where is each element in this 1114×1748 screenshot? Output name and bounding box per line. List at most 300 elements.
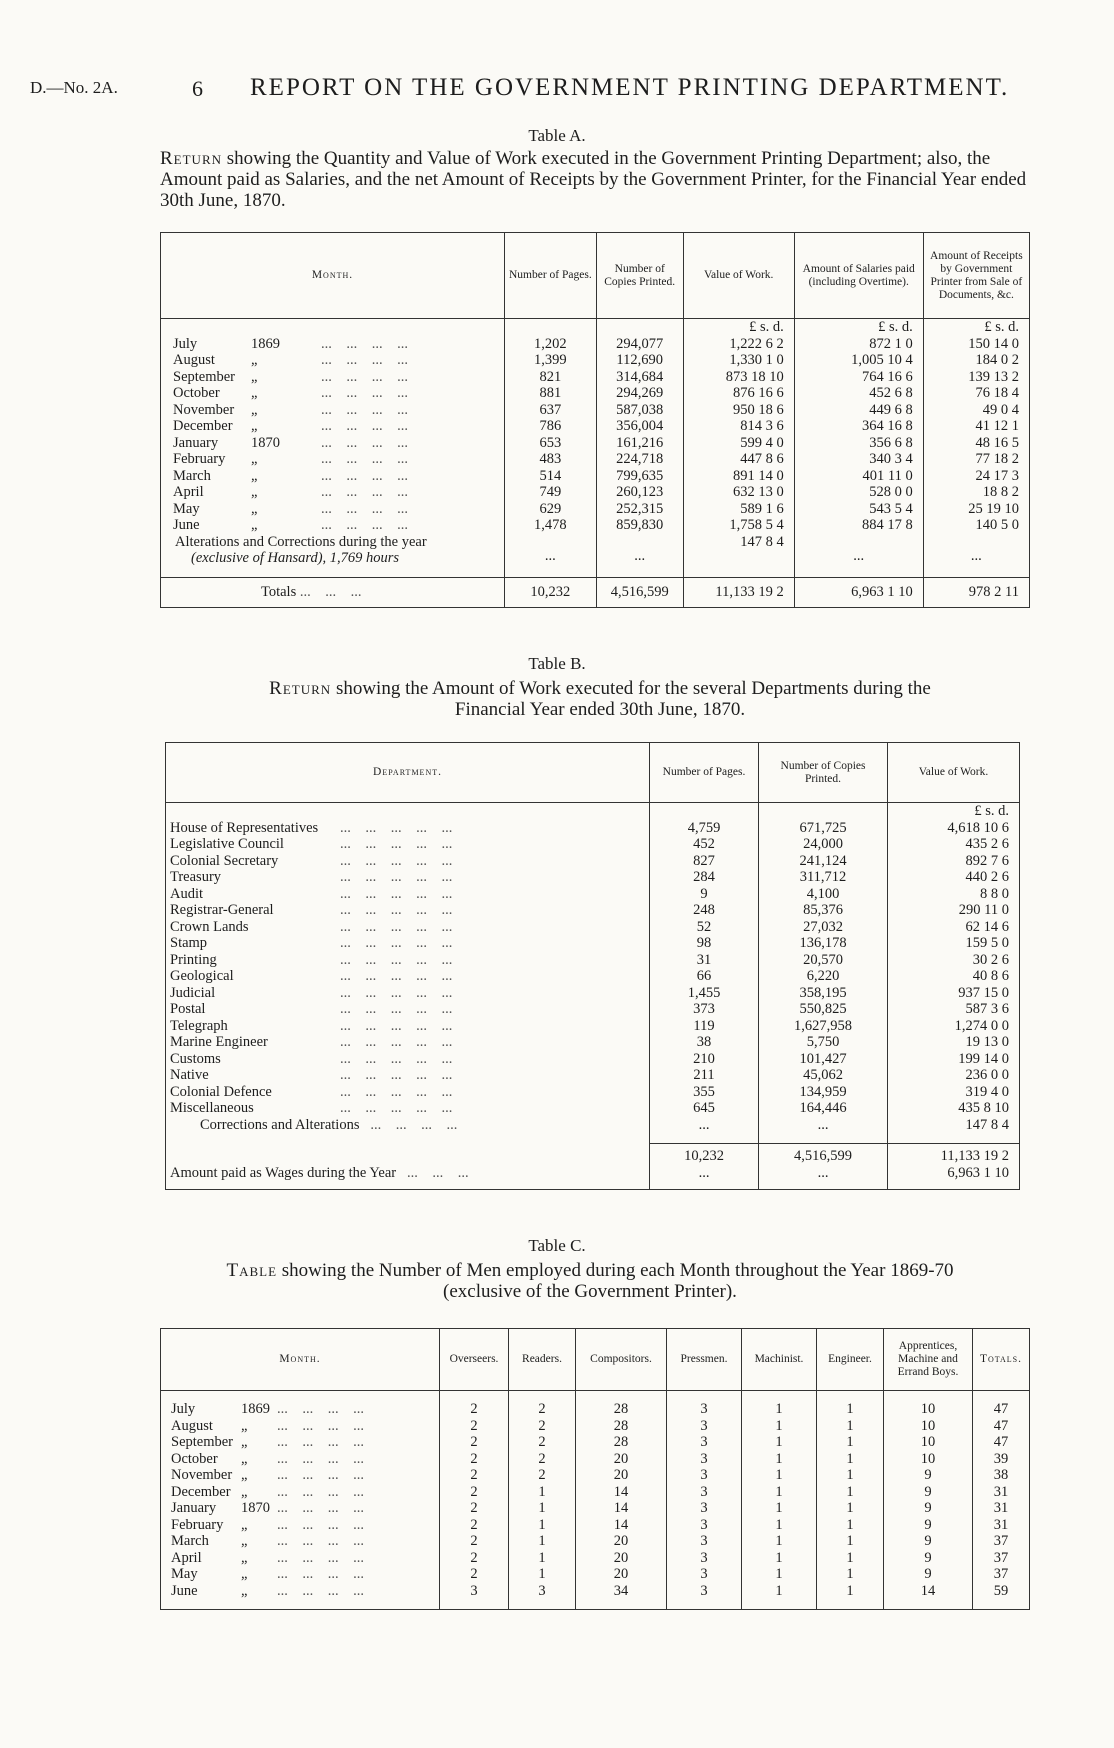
table-a-intro xyxy=(160,148,1030,211)
cell-copies: 294,269 xyxy=(596,385,683,402)
cell-pages: 653 xyxy=(505,435,597,452)
department-name: Postal xyxy=(170,1001,206,1017)
table-b-row xyxy=(166,985,1020,1002)
cell-value: 30 2 6 xyxy=(888,952,1020,969)
cell-value: 589 1 6 xyxy=(683,501,794,518)
cell-salaries: 528 0 0 xyxy=(794,484,923,501)
table-b-intro xyxy=(190,678,1010,720)
cell-apprentices: 9 xyxy=(884,1550,973,1567)
cell-overseers: 2 xyxy=(440,1533,509,1550)
cell-salaries: 340 3 4 xyxy=(794,451,923,468)
cell-copies: 164,446 xyxy=(759,1100,888,1117)
table-b xyxy=(165,742,1020,1190)
department-cell xyxy=(166,1084,650,1101)
table-c-header-overseers: Overseers. xyxy=(440,1329,509,1391)
leader-dots: ... ... ... ... ... xyxy=(340,935,453,951)
leader-dots: ... ... ... ... xyxy=(321,434,408,451)
table-b-row xyxy=(166,869,1020,886)
month-cell xyxy=(161,336,505,353)
leader-dots: ... ... ... ... ... xyxy=(340,984,453,1001)
leader-dots: ... ... ... ... xyxy=(321,451,408,467)
cell-pressmen: 3 xyxy=(667,1451,742,1468)
table-c-header-pressmen: Pressmen. xyxy=(667,1329,742,1391)
cell-engineer: 1 xyxy=(817,1517,884,1534)
department-cell xyxy=(166,1034,650,1051)
table-a-header-value: Value of Work. xyxy=(683,233,794,319)
month-name: July xyxy=(173,335,198,352)
department-name: House of Representatives xyxy=(170,819,319,836)
month-cell xyxy=(161,435,505,452)
currency-unit-label: £ s. d. xyxy=(888,803,1020,820)
cell-machinist: 1 xyxy=(742,1401,817,1418)
currency-unit-label: £ s. d. xyxy=(794,319,923,336)
table-b-row xyxy=(166,902,1020,919)
cell-copies: 101,427 xyxy=(759,1051,888,1068)
totals-copies: 4,516,599 xyxy=(596,577,683,607)
cell-overseers: 2 xyxy=(440,1566,509,1583)
table-c xyxy=(160,1328,1030,1610)
cell-copies: 859,830 xyxy=(596,517,683,534)
cell-apprentices: 10 xyxy=(884,1451,973,1468)
month-cell xyxy=(161,484,505,501)
table-c-row xyxy=(161,1550,1030,1567)
cell-copies: 134,959 xyxy=(759,1084,888,1101)
table-a-alterations-row xyxy=(161,534,1030,567)
cell-value: 319 4 0 xyxy=(888,1084,1020,1101)
cell-salaries: 401 11 0 xyxy=(794,468,923,485)
corrections-copies: ... xyxy=(759,1117,888,1134)
cell-overseers: 2 xyxy=(440,1434,509,1451)
department-cell xyxy=(166,1018,650,1035)
cell-pressmen: 3 xyxy=(667,1533,742,1550)
month-cell xyxy=(161,1467,440,1484)
cell-pages: 211 xyxy=(650,1067,759,1084)
month-year: 1870 xyxy=(241,1500,270,1516)
department-name: Geological xyxy=(170,968,234,984)
cell-value: 632 13 0 xyxy=(683,484,794,501)
cell-receipts: 24 17 3 xyxy=(923,468,1029,485)
table-b-row xyxy=(166,935,1020,952)
subtotal-pages: 10,232 xyxy=(650,1144,759,1165)
cell-pages: 645 xyxy=(650,1100,759,1117)
table-c-header-readers: Readers. xyxy=(509,1329,576,1391)
cell-readers: 1 xyxy=(509,1517,576,1534)
leader-dots: ... ... ... ... xyxy=(277,1500,364,1516)
month-name: July xyxy=(171,1401,196,1417)
leader-dots: ... ... ... ... xyxy=(321,401,408,418)
table-c-row xyxy=(161,1451,1030,1468)
month-year: „ xyxy=(251,451,258,467)
alterations-copies: ... xyxy=(596,534,683,567)
cell-value: 8 8 0 xyxy=(888,886,1020,903)
month-cell xyxy=(161,1550,440,1567)
cell-value: 950 18 6 xyxy=(683,402,794,419)
leader-dots: ... ... ... ... ... xyxy=(340,1001,453,1017)
month-year: „ xyxy=(241,1582,248,1599)
cell-pressmen: 3 xyxy=(667,1467,742,1484)
table-b-row xyxy=(166,886,1020,903)
cell-apprentices: 10 xyxy=(884,1418,973,1435)
cell-receipts: 140 5 0 xyxy=(923,517,1029,534)
leader-dots: ... ... ... ... xyxy=(321,418,408,434)
month-cell xyxy=(161,418,505,435)
table-a xyxy=(160,232,1030,608)
month-name: September xyxy=(173,368,236,385)
cell-overseers: 2 xyxy=(440,1484,509,1501)
table-a-header-receipts: Amount of Receipts by Government Printer from Sale of Documents, &c. xyxy=(923,233,1029,319)
leader-dots: ... ... ... ... ... xyxy=(340,1050,453,1067)
alterations-label-detail: (exclusive of Hansard), 1,769 hours xyxy=(191,550,400,566)
totals-receipts: 978 2 11 xyxy=(923,577,1029,607)
table-a-row xyxy=(161,501,1030,518)
cell-readers: 1 xyxy=(509,1500,576,1517)
month-year: 1870 xyxy=(251,434,280,451)
table-b-wages-row xyxy=(166,1165,1020,1190)
corrections-label: Corrections and Alterations ... ... ... ... xyxy=(200,1116,458,1133)
cell-pages: 749 xyxy=(505,484,597,501)
cell-pages: 31 xyxy=(650,952,759,969)
cell-value: 199 14 0 xyxy=(888,1051,1020,1068)
cell-pages: 284 xyxy=(650,869,759,886)
month-year: „ xyxy=(251,385,258,401)
month-year: „ xyxy=(241,1549,248,1566)
leader-dots: ... ... ... ... ... xyxy=(340,1067,453,1083)
table-b-row xyxy=(166,1001,1020,1018)
leader-dots: ... ... ... ... xyxy=(277,1566,364,1582)
cell-salaries: 364 16 8 xyxy=(794,418,923,435)
month-name: February xyxy=(173,451,226,467)
table-b-intro-text-2: Financial Year ended 30th June, 1870. xyxy=(454,699,746,720)
cell-apprentices: 14 xyxy=(884,1583,973,1600)
month-name: September xyxy=(171,1434,234,1450)
cell-pages: 210 xyxy=(650,1051,759,1068)
table-a-row xyxy=(161,517,1030,534)
wages-value: 6,963 1 10 xyxy=(888,1165,1020,1190)
cell-pages: 881 xyxy=(505,385,597,402)
cell-pages: 452 xyxy=(650,836,759,853)
table-c-intro-text-1: showing the Number of Men employed during each Month throughout the Year 1869-70 xyxy=(281,1260,954,1281)
cell-readers: 2 xyxy=(509,1434,576,1451)
month-year: „ xyxy=(241,1450,248,1467)
month-name: June xyxy=(173,517,200,533)
cell-salaries: 884 17 8 xyxy=(794,517,923,534)
table-b-header-department: Department. xyxy=(373,766,442,778)
table-c-header-totals: Totals. xyxy=(973,1329,1030,1391)
leader-dots: ... ... ... ... xyxy=(321,467,408,484)
table-a-row xyxy=(161,352,1030,369)
cell-value: 62 14 6 xyxy=(888,919,1020,936)
cell-totals: 31 xyxy=(973,1484,1030,1501)
cell-salaries: 356 6 8 xyxy=(794,435,923,452)
cell-receipts: 48 16 5 xyxy=(923,435,1029,452)
cell-salaries: 1,005 10 4 xyxy=(794,352,923,369)
cell-overseers: 2 xyxy=(440,1517,509,1534)
department-name: Crown Lands xyxy=(170,918,249,935)
cell-receipts: 184 0 2 xyxy=(923,352,1029,369)
month-cell xyxy=(161,1500,440,1517)
cell-salaries: 449 6 8 xyxy=(794,402,923,419)
cell-pages: 514 xyxy=(505,468,597,485)
month-year: 1869 xyxy=(241,1401,270,1417)
page-number: 6 xyxy=(192,76,203,101)
cell-copies: 136,178 xyxy=(759,935,888,952)
leader-dots: ... ... ... ... xyxy=(277,1483,364,1500)
table-a-totals-row xyxy=(161,577,1030,607)
leader-dots: ... ... ... ... ... xyxy=(340,819,453,836)
month-name: April xyxy=(171,1549,202,1566)
cell-pressmen: 3 xyxy=(667,1517,742,1534)
cell-value: 1,274 0 0 xyxy=(888,1018,1020,1035)
cell-engineer: 1 xyxy=(817,1434,884,1451)
cell-apprentices: 9 xyxy=(884,1533,973,1550)
cell-pressmen: 3 xyxy=(667,1500,742,1517)
month-year: 1869 xyxy=(251,335,280,352)
leader-dots: ... ... ... ... ... xyxy=(340,869,453,885)
cell-pressmen: 3 xyxy=(667,1583,742,1600)
table-b-row xyxy=(166,853,1020,870)
cell-copies: 358,195 xyxy=(759,985,888,1002)
cell-totals: 47 xyxy=(973,1434,1030,1451)
cell-value: 440 2 6 xyxy=(888,869,1020,886)
department-cell xyxy=(166,836,650,853)
department-cell xyxy=(166,1067,650,1084)
cell-copies: 161,216 xyxy=(596,435,683,452)
department-cell xyxy=(166,952,650,969)
department-name: Printing xyxy=(170,951,217,968)
cell-engineer: 1 xyxy=(817,1484,884,1501)
cell-copies: 356,004 xyxy=(596,418,683,435)
cell-totals: 47 xyxy=(973,1418,1030,1435)
cell-receipts: 77 18 2 xyxy=(923,451,1029,468)
table-a-intro-lead: Return xyxy=(160,148,223,169)
month-cell xyxy=(161,1484,440,1501)
table-a-row xyxy=(161,484,1030,501)
cell-readers: 2 xyxy=(509,1418,576,1435)
month-cell xyxy=(161,468,505,485)
cell-copies: 224,718 xyxy=(596,451,683,468)
cell-readers: 1 xyxy=(509,1484,576,1501)
cell-engineer: 1 xyxy=(817,1467,884,1484)
cell-apprentices: 10 xyxy=(884,1401,973,1418)
leader-dots: ... ... ... ... xyxy=(321,352,408,368)
cell-overseers: 2 xyxy=(440,1451,509,1468)
cell-copies: 5,750 xyxy=(759,1034,888,1051)
table-c-header-month: Month. xyxy=(279,1353,321,1365)
cell-engineer: 1 xyxy=(817,1583,884,1600)
department-name: Miscellaneous xyxy=(170,1100,254,1116)
month-name: April xyxy=(173,484,204,500)
table-b-corrections-row xyxy=(166,1117,1020,1134)
table-b-row xyxy=(166,1067,1020,1084)
month-cell xyxy=(161,1517,440,1534)
cell-value: 1,222 6 2 xyxy=(683,336,794,353)
leader-dots: ... ... ... ... ... xyxy=(340,836,453,852)
month-year: „ xyxy=(251,352,258,368)
cell-pages: 355 xyxy=(650,1084,759,1101)
month-name: October xyxy=(171,1450,218,1467)
cell-pages: 98 xyxy=(650,935,759,952)
cell-machinist: 1 xyxy=(742,1434,817,1451)
cell-compositors: 20 xyxy=(576,1451,667,1468)
corrections-pages: ... xyxy=(650,1117,759,1134)
cell-value: 814 3 6 xyxy=(683,418,794,435)
document-reference: D.—No. 2A. xyxy=(30,78,118,97)
cell-readers: 1 xyxy=(509,1566,576,1583)
month-year: „ xyxy=(241,1434,248,1450)
cell-machinist: 1 xyxy=(742,1517,817,1534)
table-c-row xyxy=(161,1401,1030,1418)
department-cell xyxy=(166,1051,650,1068)
cell-value: 159 5 0 xyxy=(888,935,1020,952)
cell-apprentices: 10 xyxy=(884,1434,973,1451)
cell-copies: 252,315 xyxy=(596,501,683,518)
cell-compositors: 14 xyxy=(576,1517,667,1534)
cell-pages: 821 xyxy=(505,369,597,386)
table-c-row xyxy=(161,1566,1030,1583)
cell-totals: 37 xyxy=(973,1566,1030,1583)
leader-dots: ... ... ... ... xyxy=(277,1582,364,1599)
cell-pages: 1,399 xyxy=(505,352,597,369)
cell-value: 4,618 10 6 xyxy=(888,820,1020,837)
month-cell xyxy=(161,1451,440,1468)
table-b-row xyxy=(166,820,1020,837)
cell-copies: 314,684 xyxy=(596,369,683,386)
month-cell xyxy=(161,369,505,386)
department-name: Judicial xyxy=(170,984,216,1001)
department-name: Treasury xyxy=(170,869,222,885)
cell-engineer: 1 xyxy=(817,1550,884,1567)
cell-compositors: 28 xyxy=(576,1401,667,1418)
page-title: REPORT ON THE GOVERNMENT PRINTING DEPARTMENT. xyxy=(250,74,1010,101)
month-name: August xyxy=(173,352,215,368)
cell-overseers: 2 xyxy=(440,1500,509,1517)
table-a-row xyxy=(161,435,1030,452)
leader-dots: ... ... ... ... xyxy=(321,500,408,517)
table-c-row xyxy=(161,1484,1030,1501)
month-year: „ xyxy=(251,401,258,418)
cell-receipts: 41 12 1 xyxy=(923,418,1029,435)
cell-compositors: 14 xyxy=(576,1500,667,1517)
cell-copies: 20,570 xyxy=(759,952,888,969)
cell-value: 40 8 6 xyxy=(888,968,1020,985)
table-c-row xyxy=(161,1533,1030,1550)
cell-engineer: 1 xyxy=(817,1566,884,1583)
table-b-row xyxy=(166,1084,1020,1101)
leader-dots: ... ... ... ... xyxy=(277,1467,364,1483)
leader-dots: ... ... ... ... xyxy=(277,1549,364,1566)
month-cell xyxy=(161,1418,440,1435)
cell-pages: 637 xyxy=(505,402,597,419)
table-c-row xyxy=(161,1500,1030,1517)
cell-readers: 2 xyxy=(509,1467,576,1484)
month-year: „ xyxy=(251,517,258,533)
cell-totals: 59 xyxy=(973,1583,1030,1600)
table-c-intro-text-2: (exclusive of the Government Printer). xyxy=(443,1281,737,1302)
totals-value: 11,133 19 2 xyxy=(683,577,794,607)
table-c-header-engineer: Engineer. xyxy=(817,1329,884,1391)
wages-copies: ... xyxy=(759,1165,888,1190)
totals-pages: 10,232 xyxy=(505,577,597,607)
department-cell xyxy=(166,902,650,919)
department-name: Native xyxy=(170,1067,209,1083)
cell-readers: 2 xyxy=(509,1451,576,1468)
cell-overseers: 3 xyxy=(440,1583,509,1600)
month-name: March xyxy=(173,467,211,484)
cell-pressmen: 3 xyxy=(667,1566,742,1583)
department-name: Marine Engineer xyxy=(170,1034,268,1050)
cell-engineer: 1 xyxy=(817,1500,884,1517)
table-b-caption: Table B. xyxy=(528,654,586,673)
cell-copies: 85,376 xyxy=(759,902,888,919)
table-c-header-machinist: Machinist. xyxy=(742,1329,817,1391)
cell-machinist: 1 xyxy=(742,1500,817,1517)
leader-dots: ... ... ... ... ... xyxy=(340,968,453,984)
cell-engineer: 1 xyxy=(817,1418,884,1435)
leader-dots: ... ... ... ... ... xyxy=(340,885,453,902)
cell-copies: 24,000 xyxy=(759,836,888,853)
table-b-header-value: Value of Work. xyxy=(888,743,1020,803)
cell-receipts: 139 13 2 xyxy=(923,369,1029,386)
month-year: „ xyxy=(241,1516,248,1533)
cell-totals: 39 xyxy=(973,1451,1030,1468)
alterations-receipts: ... xyxy=(923,534,1029,567)
month-year: „ xyxy=(251,484,258,500)
cell-receipts: 76 18 4 xyxy=(923,385,1029,402)
cell-value: 290 11 0 xyxy=(888,902,1020,919)
alterations-pages: ... xyxy=(505,534,597,567)
month-name: January xyxy=(173,434,219,451)
table-a-caption: Table A. xyxy=(528,126,586,145)
department-name: Customs xyxy=(170,1050,221,1067)
department-cell xyxy=(166,820,650,837)
cell-pages: 786 xyxy=(505,418,597,435)
month-year: „ xyxy=(241,1566,248,1582)
table-a-row xyxy=(161,451,1030,468)
department-name: Colonial Defence xyxy=(170,1083,272,1100)
cell-machinist: 1 xyxy=(742,1566,817,1583)
cell-salaries: 543 5 4 xyxy=(794,501,923,518)
cell-pages: 1,455 xyxy=(650,985,759,1002)
cell-compositors: 14 xyxy=(576,1484,667,1501)
cell-copies: 294,077 xyxy=(596,336,683,353)
table-b-row xyxy=(166,968,1020,985)
cell-readers: 3 xyxy=(509,1583,576,1600)
table-a-row xyxy=(161,468,1030,485)
table-c-header-apprentices: Apprentices, Machine and Errand Boys. xyxy=(884,1329,973,1391)
table-b-row xyxy=(166,1051,1020,1068)
cell-pages: 629 xyxy=(505,501,597,518)
table-a-header-copies: Number of Copies Printed. xyxy=(596,233,683,319)
month-name: June xyxy=(171,1582,198,1599)
month-year: „ xyxy=(241,1483,248,1500)
cell-pages: 4,759 xyxy=(650,820,759,837)
table-a-intro-text: showing the Quantity and Value of Work executed in the Government Printing Department; also, the Amount paid as Salaries, and the net Amount of Receipts by the Government Printer, for the Financial Year ended 30th June, 1870. xyxy=(160,148,1027,211)
cell-machinist: 1 xyxy=(742,1550,817,1567)
cell-totals: 47 xyxy=(973,1401,1030,1418)
month-cell xyxy=(161,1566,440,1583)
cell-machinist: 1 xyxy=(742,1467,817,1484)
page-header xyxy=(30,70,1090,110)
leader-dots: ... ... ... ... ... xyxy=(340,902,453,918)
table-b-intro-text-1: showing the Amount of Work executed for the several Departments during the xyxy=(335,678,931,699)
cell-value: 435 2 6 xyxy=(888,836,1020,853)
cell-totals: 37 xyxy=(973,1533,1030,1550)
table-a-header-pages: Number of Pages. xyxy=(505,233,597,319)
totals-salaries: 6,963 1 10 xyxy=(794,577,923,607)
alterations-value: 147 8 4 xyxy=(683,534,794,567)
cell-engineer: 1 xyxy=(817,1533,884,1550)
cell-pages: 1,478 xyxy=(505,517,597,534)
